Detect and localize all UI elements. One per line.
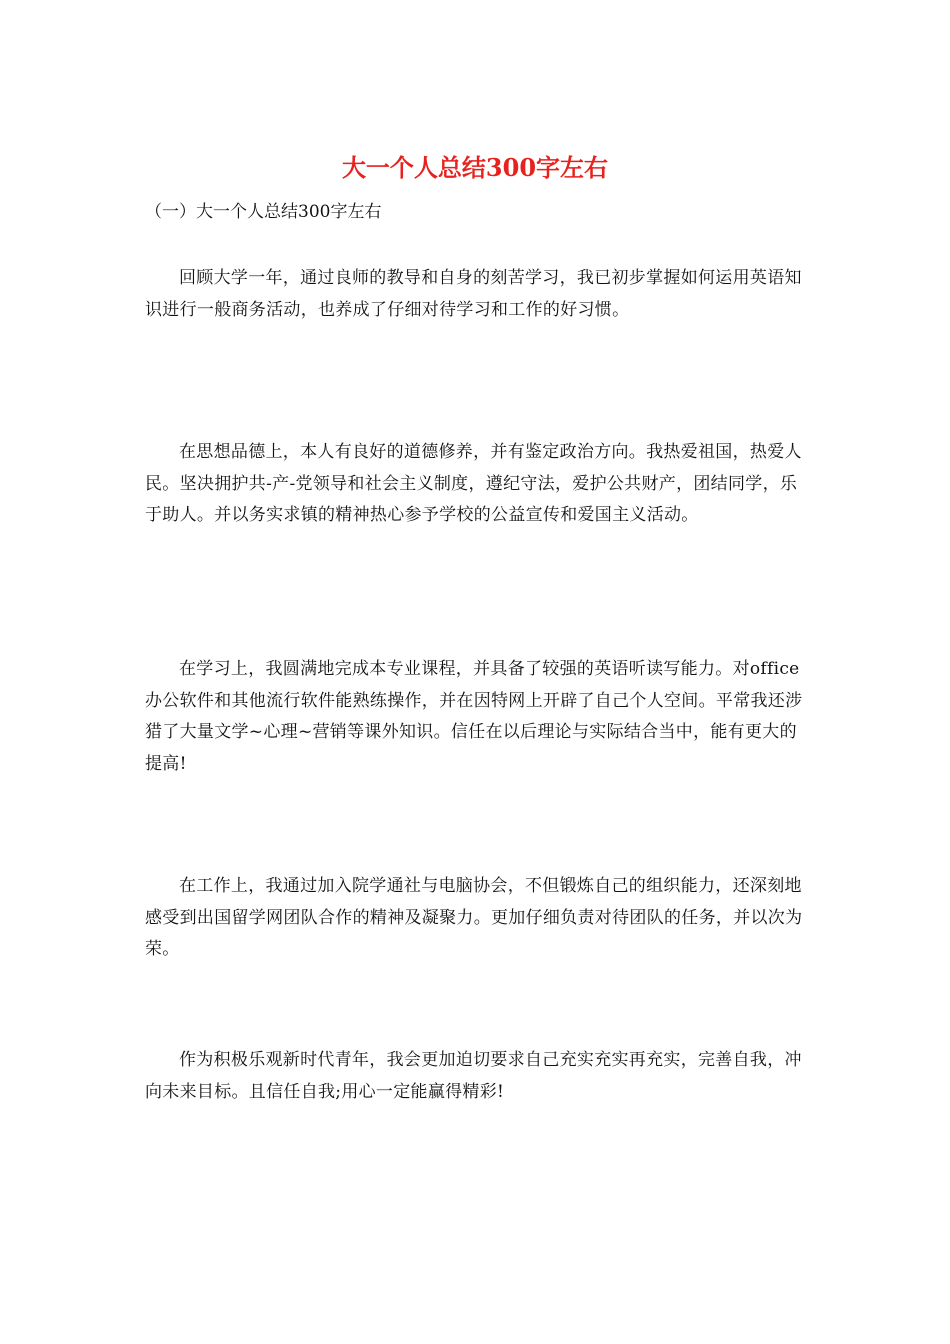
- paragraph-study: 在学习上，我圆满地完成本专业课程，并具备了较强的英语听读写能力。对office办公软件和其他流行软件能熟练操作，并在因特网上开辟了自己个人空间。平常我还涉猎了大量文学~心理~营销等课外知识。信任在以后理论与实际结合当中，能有更大的提高!: [145, 659, 803, 774]
- document-title: 大一个人总结300字左右: [341, 153, 609, 182]
- paragraph-work: 在工作上，我通过加入院学通社与电脑协会，不但锻炼自己的组织能力，还深刻地感受到出国留学网团队合作的精神及凝聚力。更加仔细负责对待团队的任务，并以次为荣。: [145, 876, 803, 959]
- section-subtitle: （一）大一个人总结300字左右: [145, 202, 382, 222]
- paragraph-review: 回顾大学一年，通过良师的教导和自身的刻苦学习，我已初步掌握如何运用英语知识进行一般商务活动，也养成了仔细对待学习和工作的好习惯。: [145, 268, 802, 320]
- paragraph-future: 作为积极乐观新时代青年，我会更加迫切要求自己充实充实再充实，完善自我，冲向未来目标。且信任自我;用心一定能赢得精彩!: [145, 1050, 802, 1102]
- paragraph-moral-character: 在思想品德上，本人有良好的道德修养，并有鉴定政治方向。我热爱祖国，热爱人民。坚决拥护共-产-党领导和社会主义制度，遵纪守法，爱护公共财产，团结同学，乐于助人。并以务实求镇的精神热心参予学校的公益宣传和爱国主义活动。: [145, 442, 802, 525]
